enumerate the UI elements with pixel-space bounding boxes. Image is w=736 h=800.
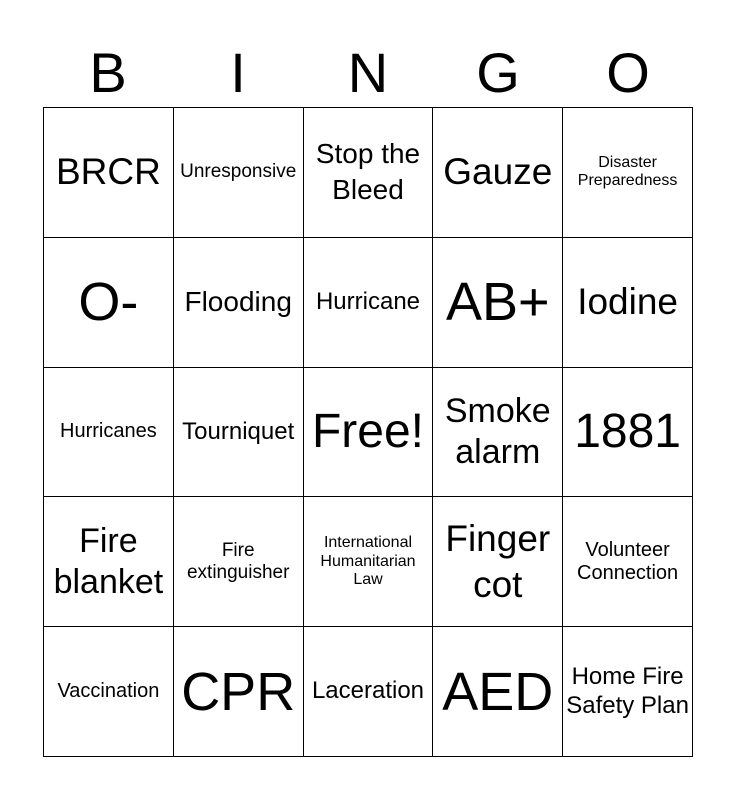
- bingo-cell[interactable]: Unresponsive: [174, 108, 304, 238]
- bingo-cell[interactable]: Disaster Preparedness: [563, 108, 693, 238]
- bingo-cell[interactable]: Laceration: [304, 627, 434, 757]
- bingo-cell[interactable]: Tourniquet: [174, 368, 304, 498]
- bingo-cell[interactable]: Iodine: [563, 238, 693, 368]
- bingo-cell[interactable]: AED: [433, 627, 563, 757]
- bingo-cell[interactable]: Home Fire Safety Plan: [563, 627, 693, 757]
- bingo-cell[interactable]: AB+: [433, 238, 563, 368]
- bingo-cell[interactable]: Vaccination: [44, 627, 174, 757]
- header-letter-o: O: [606, 41, 650, 104]
- header-letter-n: N: [347, 41, 389, 104]
- bingo-cell[interactable]: Fire blanket: [44, 497, 174, 627]
- bingo-cell[interactable]: Fire extinguisher: [174, 497, 304, 627]
- bingo-cell[interactable]: CPR: [174, 627, 304, 757]
- bingo-cell[interactable]: Volunteer Connection: [563, 497, 693, 627]
- bingo-cell[interactable]: BRCR: [44, 108, 174, 238]
- bingo-header: [43, 40, 693, 106]
- bingo-cell[interactable]: 1881: [563, 368, 693, 498]
- header-letter-i: I: [230, 41, 246, 104]
- header-letter-b: B: [89, 41, 127, 104]
- bingo-cell[interactable]: Smoke alarm: [433, 368, 563, 498]
- bingo-cell[interactable]: Finger cot: [433, 497, 563, 627]
- free-space[interactable]: Free!: [304, 368, 434, 498]
- bingo-cell[interactable]: O-: [44, 238, 174, 368]
- bingo-cell[interactable]: International Humanitarian Law: [304, 497, 434, 627]
- bingo-cell[interactable]: Flooding: [174, 238, 304, 368]
- bingo-cell[interactable]: Stop the Bleed: [304, 108, 434, 238]
- bingo-cell[interactable]: Gauze: [433, 108, 563, 238]
- header-letter-g: G: [476, 41, 520, 104]
- bingo-board: [43, 107, 693, 757]
- bingo-cell[interactable]: Hurricanes: [44, 368, 174, 498]
- bingo-cell[interactable]: Hurricane: [304, 238, 434, 368]
